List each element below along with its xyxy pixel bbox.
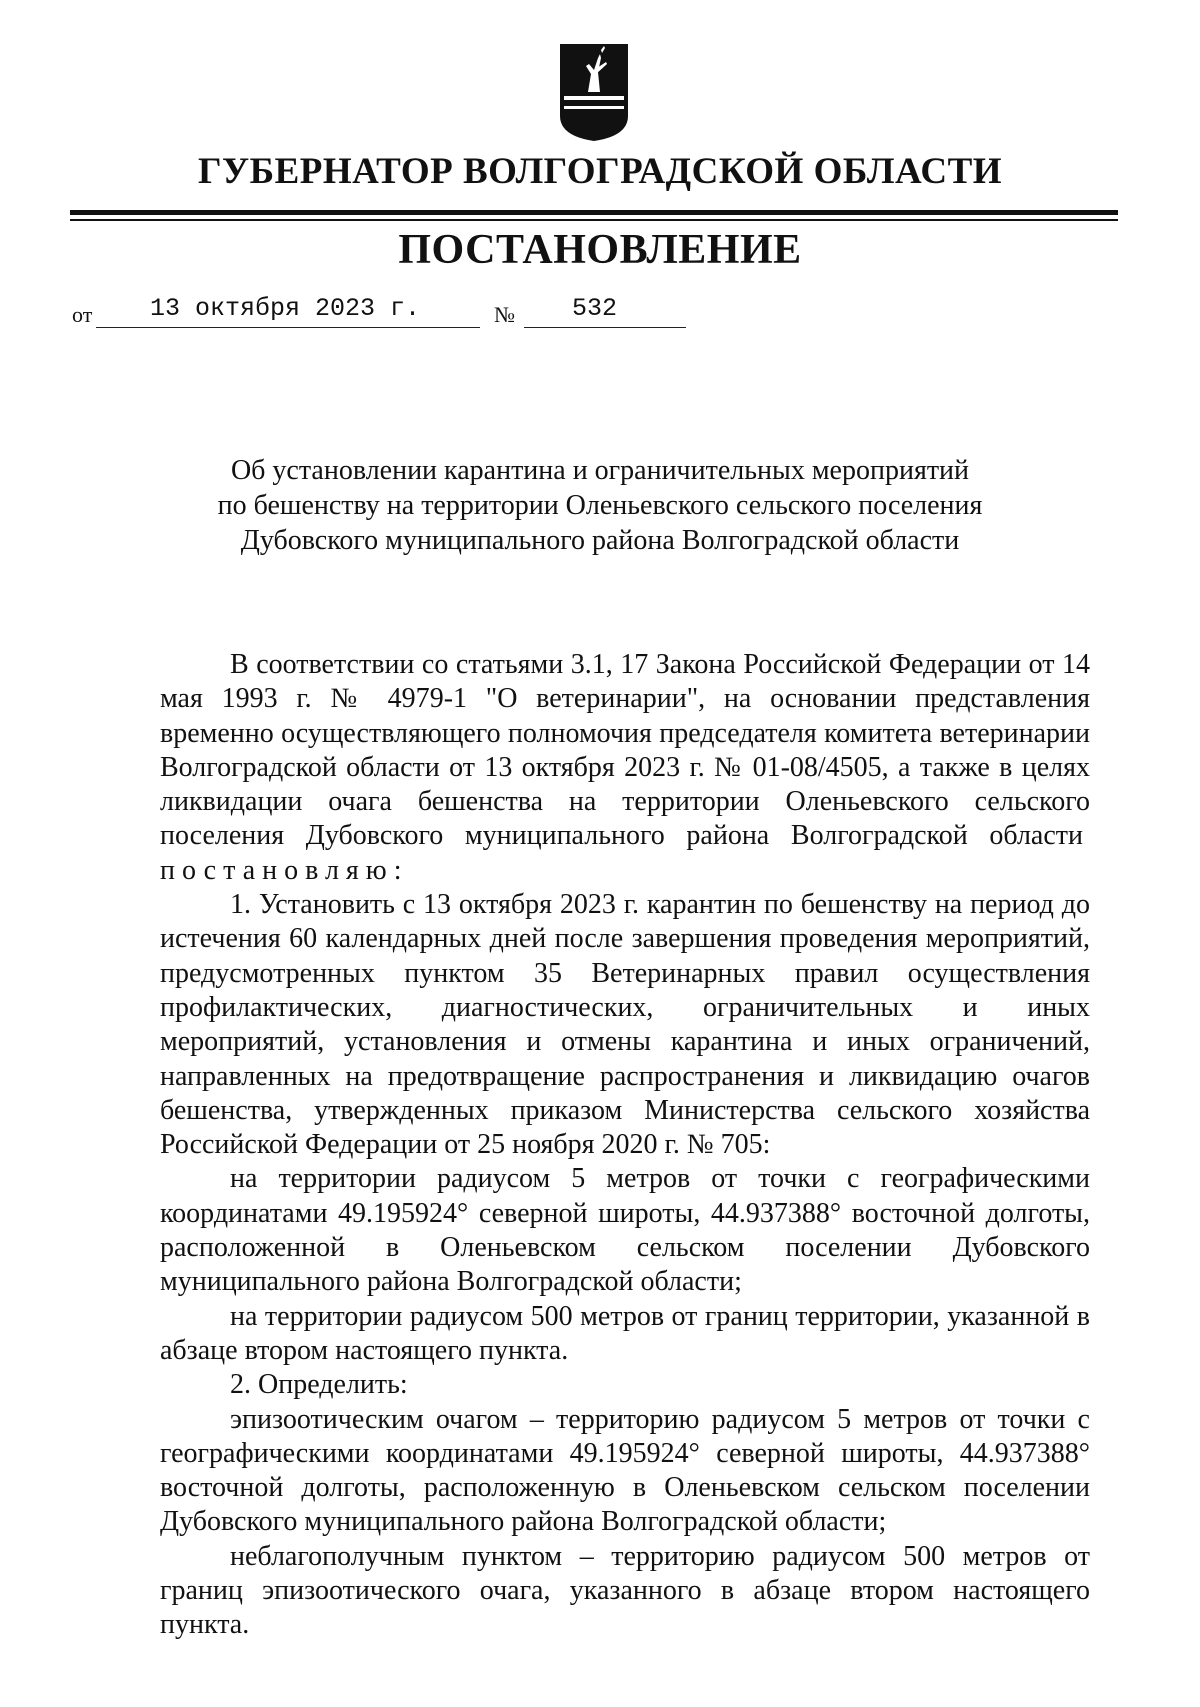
preamble-text: В соответствии со статьями 3.1, 17 Закона Российской Федерации от 14 мая 1993 г. № 4979-1 "О ветеринарии", на основании представления временно осуществляющего полномочия председателя комитета ветеринарии Волгоградской области от 13 октября 2023 г. № 01-08/4505, а также в целях ликвидации очага бешенства на территории Оленьевского сельского поселения Дубовского муниципального района Волгоградской области	[160, 649, 1090, 852]
header-rule-thin	[70, 219, 1118, 221]
date-label: от	[72, 302, 93, 327]
document-body	[160, 648, 1090, 1643]
document-heading	[160, 453, 1040, 558]
document-date: 13 октября 2023 г.	[150, 294, 421, 323]
number-underline	[524, 327, 686, 328]
preamble-paragraph	[160, 648, 1090, 888]
clause-1-subparagraph-b: на территории радиусом 500 метров от границ территории, указанной в абзаце втором настоящего пункта.	[160, 1300, 1090, 1366]
clause-2: 2. Определить:	[230, 1369, 408, 1401]
clause-1: 1. Установить с 13 октября 2023 г. карантин по бешенству на период до истечения 60 календарных дней после завершения проведения мероприятий, предусмотренных пунктом 35 Ветеринарных правил осуществления профилактических, диагностических, ограничительных и иных мероприятий, установления и отмены карантина и иных ограничений, направленных на предотвращение распространения и ликвидацию очагов бешенства, утвержденных приказом Министерства сельского хозяйства Российской Федерации от 25 ноября 2020 г. № 705:	[160, 889, 1090, 1161]
date-underline	[96, 327, 480, 328]
clause-2-subparagraph-b: неблагополучным пунктом – территорию радиусом 500 метров от границ эпизоотического очага, указанного в абзаце втором настоящего пункта.	[160, 1540, 1090, 1641]
number-label: №	[494, 302, 515, 327]
header-rule-thick	[70, 210, 1118, 215]
issuing-authority: ГУБЕРНАТОР ВОЛГОГРАДСКОЙ ОБЛАСТИ	[197, 151, 1003, 192]
heading-line: Дубовского муниципального района Волгоградской области	[240, 525, 960, 556]
coat-of-arms-emblem	[558, 44, 630, 142]
document-number: 532	[572, 294, 618, 323]
heading-line: Об установлении карантина и ограничительных мероприятий	[230, 455, 970, 486]
resolving-verb: постановляю:	[160, 854, 409, 886]
document-type: ПОСТАНОВЛЕНИЕ	[398, 227, 802, 273]
clause-2-subparagraph-a: эпизоотическим очагом – территорию радиусом 5 метров от точки с географическими координатами 49.195924° северной широты, 44.937388° восточной долготы, расположенную в Оленьевском сельском поселении Дубовского муниципального района Волгоградской области;	[160, 1403, 1090, 1538]
clause-1-subparagraph-a: на территории радиусом 5 метров от точки с географическими координатами 49.195924° северной широты, 44.937388° восточной долготы, расположенной в Оленьевском сельском поселении Дубовского муниципального района Волгоградской области;	[160, 1163, 1090, 1298]
heading-line: по бешенству на территории Оленьевского сельского поселения	[217, 490, 983, 521]
